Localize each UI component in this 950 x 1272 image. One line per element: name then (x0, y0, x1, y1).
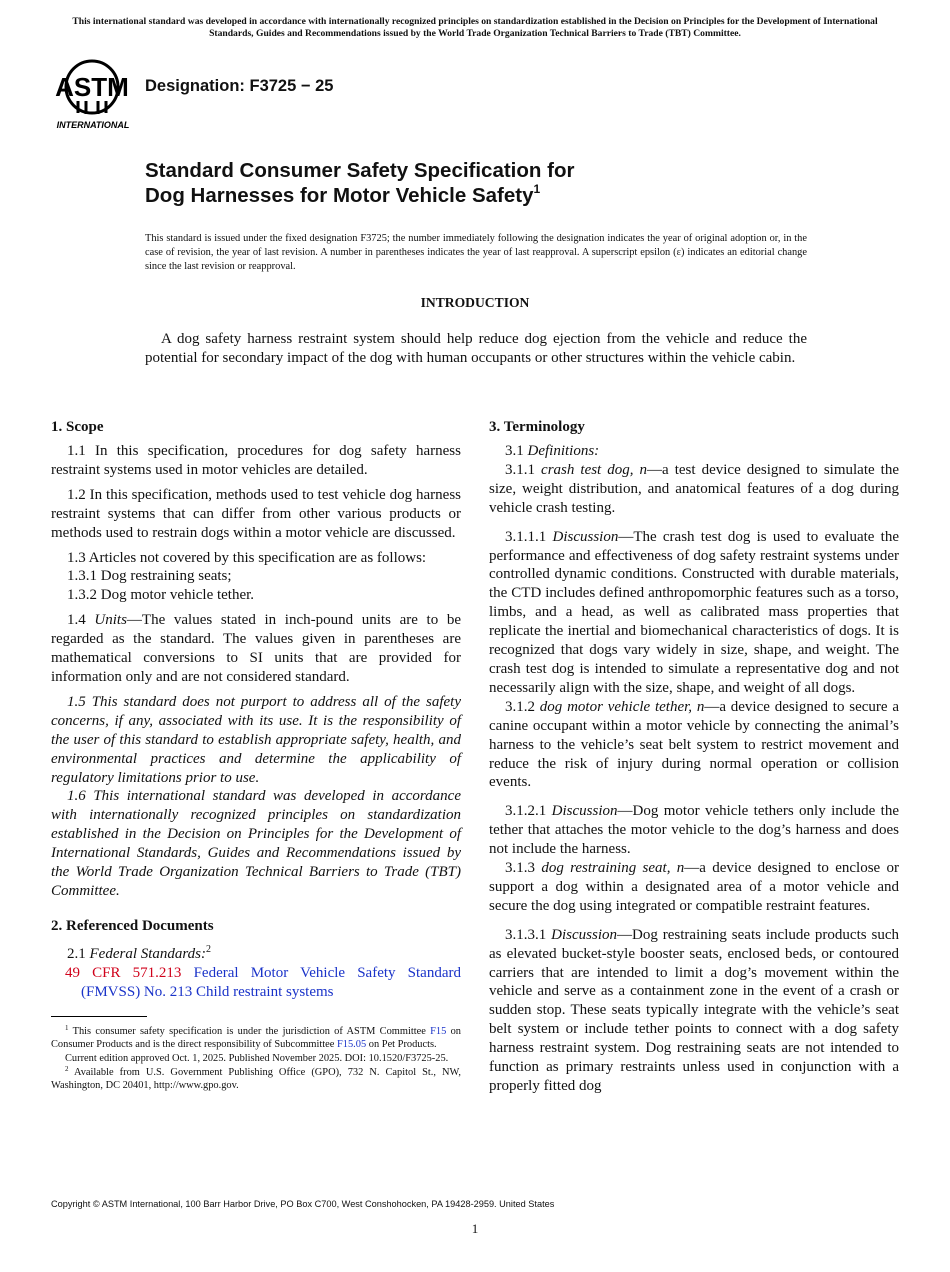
section-3-1-2-number: 3.1.2 (505, 698, 540, 715)
section-3-1-3-1-number: 3.1.3.1 (505, 926, 552, 943)
section-3-1-2-1-term: Discussion (551, 803, 618, 820)
section-1-5: 1.5 This standard does not purport to address all of the safety concerns, if any, associated with its use. It is the responsibility of the user of this standard to establish appropriate safety, health, and environmental practices and determine the applicability of regulatory limitations prior to use. (51, 693, 461, 786)
section-3-1-1 (489, 461, 899, 518)
footnote-edition: Current edition approved Oct. 1, 2025. Published November 2025. DOI: 10.1520/F3725-25. (65, 1052, 449, 1064)
title-line-2-text: Dog Harnesses for Motor Vehicle Safety (145, 184, 534, 207)
section-2-1 (51, 941, 461, 964)
section-3-1-3-1 (489, 926, 899, 1096)
section-1-4-number: 1.4 (67, 612, 95, 629)
section-3-1-2 (489, 698, 899, 793)
title-footnote-ref[interactable]: 1 (533, 182, 541, 196)
reference-title-link[interactable]: Federal Motor Vehicle Safety Standard (FMVSS) No. 213 Child restraint systems (81, 964, 461, 1000)
right-column (489, 418, 899, 1096)
terminology-heading: 3. Terminology (489, 419, 585, 435)
introduction-heading: INTRODUCTION (420, 295, 530, 310)
section-3-1-3-1-text: —Dog restraining seats include products such as elevated bucket-style booster seats, enclosed beds, or contoured carriers that are intended to limit a dog’s movement within the vehicle and serve as a containment zone in the event of a crash or sudden stop. These seats typically integrate with the vehicle’s seat belt system or include tether points to connect with a dog safety harness restraint system. Dog restraining seats are not intended to function as primary restraints unless used in conjunction with a properly fitted dog (489, 926, 899, 1094)
section-1-4 (51, 611, 461, 687)
section-3-1 (489, 442, 899, 461)
page-number: 1 (471, 1221, 479, 1236)
section-3-1-1-1 (489, 528, 899, 698)
section-3-1-number: 3.1 (505, 443, 528, 459)
section-1-6: 1.6 This international standard was developed in accordance with internationally recognized principles on standardization established in the Decision on Principles for the Development of International Standards, Guides and Recommendations issued by the World Trade Organization Technical Barriers to Trade (TBT) Committee. (51, 788, 461, 899)
committee-f15-link[interactable]: F15 (430, 1025, 447, 1037)
section-3-1-1-term: crash test dog, n (541, 461, 648, 478)
logo-text: INTERNATIONAL (56, 120, 130, 130)
section-1-4-term: Units (94, 612, 127, 629)
top-notice: This international standard was developed in accordance with internationally recognized principles on standardization established in the Decision on Principles for the Development of International Standards, Guides and Recommendations issued by the World Trade Organization Technical Barriers to Trade (TBT) Committee. (72, 16, 878, 39)
footnote-1 (51, 1025, 461, 1051)
footnote-divider (51, 1016, 147, 1017)
footnote-1-text-a: This consumer safety specification is under the jurisdiction of ASTM Committee (72, 1025, 426, 1037)
section-1-3-1: 1.3.1 Dog restraining seats; (67, 568, 232, 585)
section-3-1-2-term: dog motor vehicle tether, n (539, 698, 705, 715)
footnote-1-text-b: on Consumer Products and is the direct responsibility of Subcommittee (51, 1025, 461, 1050)
section-3-1-3-number: 3.1.3 (505, 860, 542, 877)
footnote-1-text-c: on Pet Products. (368, 1038, 437, 1050)
reference-49cfr571-213 (51, 964, 461, 1002)
title-line-1: Standard Consumer Safety Specification for (145, 159, 575, 182)
section-3-1-1-text: —a test device designed to simulate the size, weight distribution, and anatomical features of a dog during vehicle crash testing. (489, 461, 899, 516)
section-1-3-2: 1.3.2 Dog motor vehicle tether. (67, 587, 255, 604)
section-3-1-3-term: dog restraining seat, n (541, 860, 685, 877)
section-3-1-2-1-number: 3.1.2.1 (505, 803, 552, 820)
section-1-3: 1.3 Articles not covered by this specification are as follows: (67, 549, 427, 566)
section-3-1-3 (489, 859, 899, 916)
section-3-1-3-text: —a device designed to enclose or support a dog within a designated area of a motor vehicle and secure the dog using integrated or compatible restraint features. (489, 860, 900, 914)
scope-heading: 1. Scope (51, 419, 104, 435)
section-1-2: 1.2 In this specification, methods used to test vehicle dog harness restraint systems that can differ from other various products or methods used to restrain dogs within a motor vehicle are discussed. (51, 486, 461, 541)
footnote-1-marker: 1 (65, 1023, 69, 1032)
footnote-2-marker: 2 (65, 1065, 69, 1074)
section-3-1-1-1-text: —The crash test dog is used to evaluate the performance and effectiveness of dog safety restraint systems under controlled dynamic conditions. Constructed with durable materials, the CTD includes defined anthropomorphic features such as a torso, limbs, and a head, as well as calibrated mass properties that replicate the inertial and biomechanical characteristics of dogs. It is recognized that dogs vary widely in size, shape, and weight. The crash test dog is intended to simulate a representative dog and not necessarily align with the size, shape, and weight of all dogs. (489, 528, 900, 696)
footnote-2-text: Available from U.S. Government Publishing Office (GPO), 732 N. Capitol St., NW, Washington, DC 20401, http://www.gpo.gov. (51, 1067, 461, 1092)
reference-code-link[interactable]: 49 CFR 571.213 (65, 964, 182, 981)
astm-logo (54, 56, 134, 130)
document-title (145, 158, 574, 208)
section-1-4-text: —The values stated in inch-pound units are to be regarded as the standard. The values given in parentheses are mathematical conversions to SI units that are provided for information only and are not considered standard. (51, 612, 461, 685)
section-3-1-2-text: —a device designed to secure a canine occupant within a motor vehicle by connecting the animal’s harness to the vehicle’s seat belt system to restrict movement and reduce the risk of injury during normal operation or collision events. (489, 698, 900, 791)
section-3-1-1-1-number: 3.1.1.1 (505, 528, 553, 545)
introduction-text: A dog safety harness restraint system should help reduce dog ejection from the vehicle and reduce the potential for secondary impact of the dog with human occupants or other structures within the vehicle cabin. (145, 331, 807, 366)
section-2-1-footnote-ref[interactable]: 2 (206, 943, 212, 955)
footnote-2 (51, 1066, 461, 1092)
section-3-1-3-1-term: Discussion (551, 926, 618, 943)
subcommittee-f15-05-link[interactable]: F15.05 (337, 1038, 367, 1050)
section-2-1-number: 2.1 (67, 945, 90, 962)
astm-logo-icon (54, 56, 134, 130)
section-3-1-term: Definitions: (527, 443, 600, 459)
section-1-1: 1.1 In this specification, procedures for dog safety harness restraint systems used in motor vehicles are detailed. (51, 443, 461, 478)
section-2-1-term: Federal Standards: (89, 945, 207, 962)
left-column (51, 418, 461, 1094)
copyright-notice: Copyright © ASTM International, 100 Barr Harbor Drive, PO Box C700, West Conshohocken, PA 19428-2959. United States (51, 1199, 555, 1209)
section-3-1-1-number: 3.1.1 (505, 461, 542, 478)
section-3-1-2-1 (489, 802, 899, 859)
svg-text:ASTM: ASTM (55, 72, 129, 102)
referenced-documents-heading: 2. Referenced Documents (51, 917, 214, 934)
section-3-1-1-1-term: Discussion (552, 528, 619, 545)
designation: Designation: F3725 − 25 (145, 77, 334, 95)
issuance-note: This standard is issued under the fixed designation F3725; the number immediately following the designation indicates the year of original adoption or, in the case of revision, the year of last revision. A number in parentheses indicates the year of last reapproval. A superscript epsilon (ε) indicates an editorial change since the last revision or reapproval. (145, 233, 807, 273)
title-line-2 (145, 183, 574, 208)
section-3-1-2-1-text: —Dog motor vehicle tethers only include the tether that attaches the motor vehicle to the dog’s harness and does not include the harness. (489, 803, 899, 858)
